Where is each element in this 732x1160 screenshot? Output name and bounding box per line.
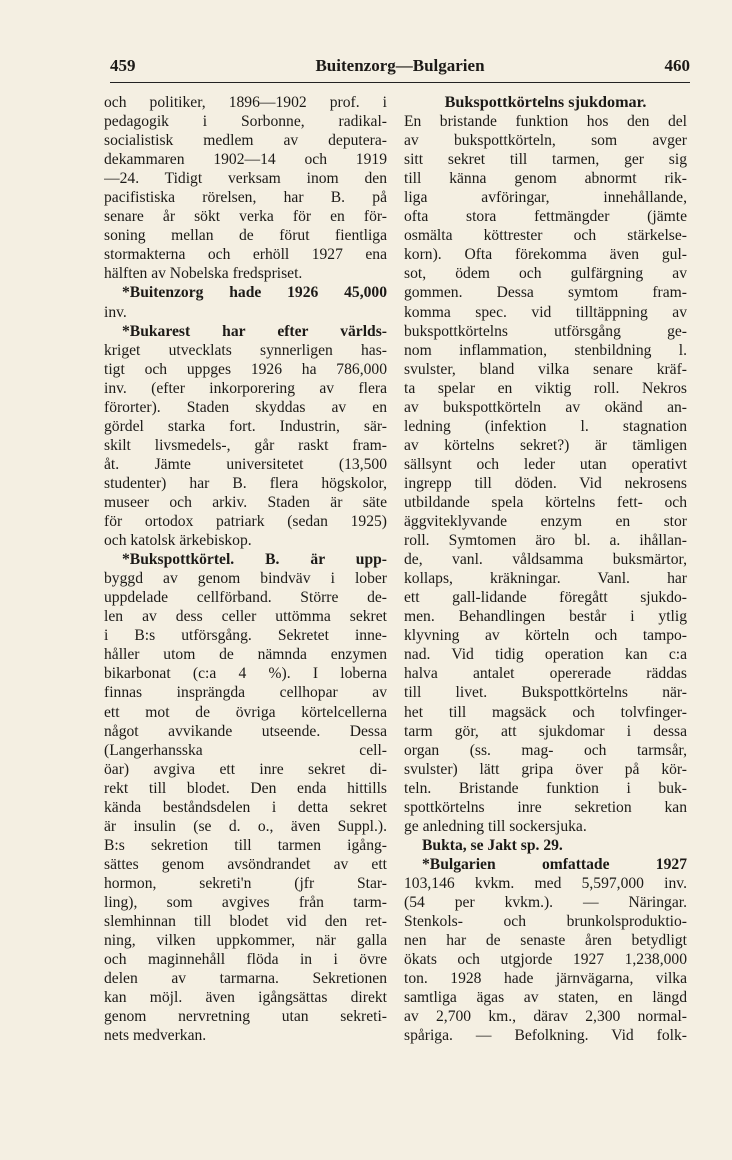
- right-column-line: nom inflammation, stenbildning l.: [404, 341, 687, 359]
- left-column-line: och maginnehåll flöda in i övre: [104, 951, 387, 969]
- left-column-line: inv.: [104, 303, 127, 321]
- left-column-line: dekammaren 1902—14 och 1919: [104, 151, 387, 169]
- right-column-line: sällsynt och leder utan operativt: [404, 455, 687, 473]
- left-column-line: i B:s utförsgång. Sekretet inne-: [104, 627, 387, 645]
- right-column-line: de, vanl. våldsamma buksmärtor,: [404, 551, 687, 569]
- left-column-line: pacifistiska rörelsen, har B. på: [104, 189, 387, 207]
- left-column-line: skilt livsmedels-, går raskt fram-: [104, 436, 387, 454]
- left-column-line: hälften av Nobelska fredspriset.: [104, 265, 303, 283]
- right-column: [404, 93, 687, 1045]
- right-column-line: teln. Bristande funktion i buk-: [404, 779, 687, 797]
- left-column-line: och katolsk ärkebiskop.: [104, 532, 252, 550]
- right-column-line: Bukspottkörtelns sjukdomar.: [444, 93, 647, 111]
- left-column-line: *Bukarest har efter världs-: [122, 322, 387, 340]
- right-column-line: samtliga ägas av staten, en längd: [404, 989, 687, 1007]
- left-column-line: nets medverkan.: [104, 1027, 207, 1045]
- left-column-line: åt. Jämte universitetet (13,500: [104, 455, 387, 473]
- right-column-line: nen har de senaste åren betydligt: [404, 932, 687, 950]
- left-page-number: 459: [110, 56, 136, 75]
- right-column-line: ingrepp till döden. Vid nekrosens: [404, 474, 687, 492]
- right-column-line: (54 per kvkm.). — Näringar.: [404, 893, 687, 911]
- left-column-line: håller utom de nämnda enzymen: [104, 646, 387, 664]
- right-column-line: till livet. Bukspottkörtelns när-: [404, 684, 687, 702]
- right-column-line: av bukspottkörteln, som avger: [404, 132, 687, 150]
- right-column-line: osmälta köttrester och stärkelse-: [404, 227, 687, 245]
- right-column-line: sot, ödem och gulfärgning av: [404, 265, 687, 283]
- right-column-line: korn). Ofta förekomma även gul-: [404, 246, 687, 264]
- left-column-line: senare år sökt verka för en för-: [104, 208, 387, 226]
- right-column-line: *Bulgarien omfattade 1927: [422, 855, 687, 873]
- left-column-line: något avvikande utseende. Dessa: [104, 722, 387, 740]
- right-column-line: spåriga. — Befolkning. Vid folk-: [404, 1027, 687, 1045]
- left-column-line: delen av tarmarna. Sekretionen: [104, 970, 387, 988]
- right-column-line: av bukspottkörteln av okänd an-: [404, 398, 687, 416]
- left-column-line: len av dess celler uttömma sekret: [104, 608, 387, 626]
- left-column-line: ning, vilken uppkommer, när galla: [104, 932, 387, 950]
- header-title: Buitenzorg—Bulgarien: [315, 56, 485, 75]
- running-header: [110, 50, 690, 82]
- right-column-line: roll. Symtomen äro bl. a. ihållan-: [404, 532, 687, 550]
- left-column-line: är insulin (se d. o., även Suppl.).: [104, 817, 387, 835]
- right-column-line: spottkörtelns inre sekretion kan: [404, 798, 687, 816]
- left-column-line: sättes genom avsöndrandet av ett: [104, 855, 387, 873]
- left-column-line: byggd av genom bindväv i lober: [104, 570, 387, 588]
- right-column-line: Bukta, se Jakt sp. 29.: [422, 836, 563, 854]
- left-column-line: för ortodox patriark (sedan 1925): [104, 513, 387, 531]
- right-column-line: av 2,700 km., därav 2,300 normal-: [404, 1008, 687, 1026]
- left-column-line: B:s sekretion till tarmen igång-: [104, 836, 387, 854]
- left-column-line: gördel starka fort. Industrin, sär-: [104, 417, 387, 435]
- right-column-line: klyvning av körteln och tampo-: [404, 627, 687, 645]
- right-column-line: ett gall-lidande föregått sjukdo-: [404, 589, 687, 607]
- right-column-line: ton. 1928 hade järnvägarna, vilka: [404, 970, 687, 988]
- right-column-line: gommen. Dessa symtom fram-: [404, 284, 687, 302]
- left-column-line: ling), som avgives från tarm-: [104, 893, 387, 911]
- header-rule: [110, 82, 690, 83]
- left-column-line: finnas insprängda cellhopar av: [104, 684, 387, 702]
- right-column-line: Stenkols- och brunkolsproduktio-: [404, 913, 687, 931]
- right-column-line: bukspottkörtelns utförsgång ge-: [404, 322, 687, 340]
- right-column-line: svulster) lätt gripa över på kör-: [404, 760, 687, 778]
- right-column-line: nad. Vid tidig operation kan c:a: [404, 646, 687, 664]
- right-column-line: tarm gör, att sjukdomar i dessa: [404, 722, 687, 740]
- left-column-line: kan möjl. även igångsättas direkt: [104, 989, 387, 1007]
- left-column-line: kriget utvecklats synnerligen has-: [104, 341, 387, 359]
- right-column-line: till känna genom abnormt rik-: [404, 170, 687, 188]
- left-column-line: ett mot de övriga körtelcellerna: [104, 703, 387, 721]
- right-column-line: svulster, bland vilka senare kräf-: [404, 360, 687, 378]
- left-column-line: öar) avgiva ett inre sekret di-: [104, 760, 387, 778]
- right-column-line: 103,146 kvkm. med 5,597,000 inv.: [404, 874, 687, 892]
- left-column-line: rekt till blodet. Den enda hittills: [104, 779, 387, 797]
- right-column-line: av körtelns sekret?) är tämligen: [404, 436, 687, 454]
- left-column-line: inv. (efter inkorporering av flera: [104, 379, 387, 397]
- left-column-line: *Buitenzorg hade 1926 45,000: [122, 284, 387, 302]
- right-column-line: kollaps, kräkningar. Vanl. har: [404, 570, 687, 588]
- left-column-line: —24. Tidigt verksam inom den: [104, 170, 387, 188]
- right-column-line: ge anledning till sockersjuka.: [404, 817, 587, 835]
- left-column-line: tigt och uppges 1926 ha 786,000: [104, 360, 387, 378]
- left-column-line: (Langerhansska cell-: [104, 741, 387, 759]
- left-column-line: slemhinnan till blodet vid den ret-: [104, 913, 387, 931]
- left-column-line: stormakterna och erhöll 1927 ena: [104, 246, 387, 264]
- right-column-line: ökats och utgjorde 1927 1,238,000: [404, 951, 687, 969]
- left-column-line: bikarbonat (c:a 4 %). I loberna: [104, 665, 387, 683]
- right-column-line: utbildande spela körtelns fett- och: [404, 493, 687, 511]
- right-column-line: liga avföringar, innehållande,: [404, 189, 687, 207]
- left-column-line: hormon, sekreti'n (jfr Star-: [104, 874, 387, 892]
- right-column-line: ofta stora fettmängder (jämte: [404, 208, 687, 226]
- left-column-line: museer och arkiv. Staden är säte: [104, 493, 387, 511]
- right-column-line: komma spec. vid tilltäppning av: [404, 303, 687, 321]
- left-column-line: studenter) har B. flera högskolor,: [104, 474, 387, 492]
- left-column-line: uppdelade cellförband. Större de-: [104, 589, 387, 607]
- right-column-line: men. Behandlingen består i ytlig: [404, 608, 687, 626]
- left-column-line: och politiker, 1896—1902 prof. i: [104, 94, 387, 111]
- left-column-line: genom nervretning utan sekreti-: [104, 1008, 387, 1026]
- right-column-line: halva antalet opererade räddas: [404, 665, 687, 683]
- right-column-line: het till magsäck och tolvfinger-: [404, 703, 687, 721]
- left-column-line: socialistisk medlem av deputera-: [104, 132, 387, 150]
- left-column-line: *Bukspottkörtel. B. är upp-: [122, 551, 387, 569]
- right-column-line: ta spelar en viktig roll. Nekros: [404, 379, 687, 397]
- left-column-line: kända beståndsdelen i detta sekret: [104, 798, 387, 816]
- right-column-line: En bristande funktion hos den del: [404, 113, 687, 131]
- left-column-line: soning mellan de förut fientliga: [104, 227, 387, 245]
- right-column-line: organ (ss. mag- och tarmsår,: [404, 741, 687, 759]
- right-column-line: sitt sekret till tarmen, ger sig: [404, 151, 687, 169]
- left-column-line: pedagogik i Sorbonne, radikal-: [104, 113, 387, 131]
- left-column-line: förorter). Staden skyddas av en: [104, 398, 387, 416]
- right-column-line: ledning (infektion l. stagnation: [404, 417, 687, 435]
- right-column-line: äggviteklyvande enzym en stor: [404, 513, 687, 531]
- right-page-number: 460: [664, 56, 690, 75]
- left-column: [104, 93, 387, 1045]
